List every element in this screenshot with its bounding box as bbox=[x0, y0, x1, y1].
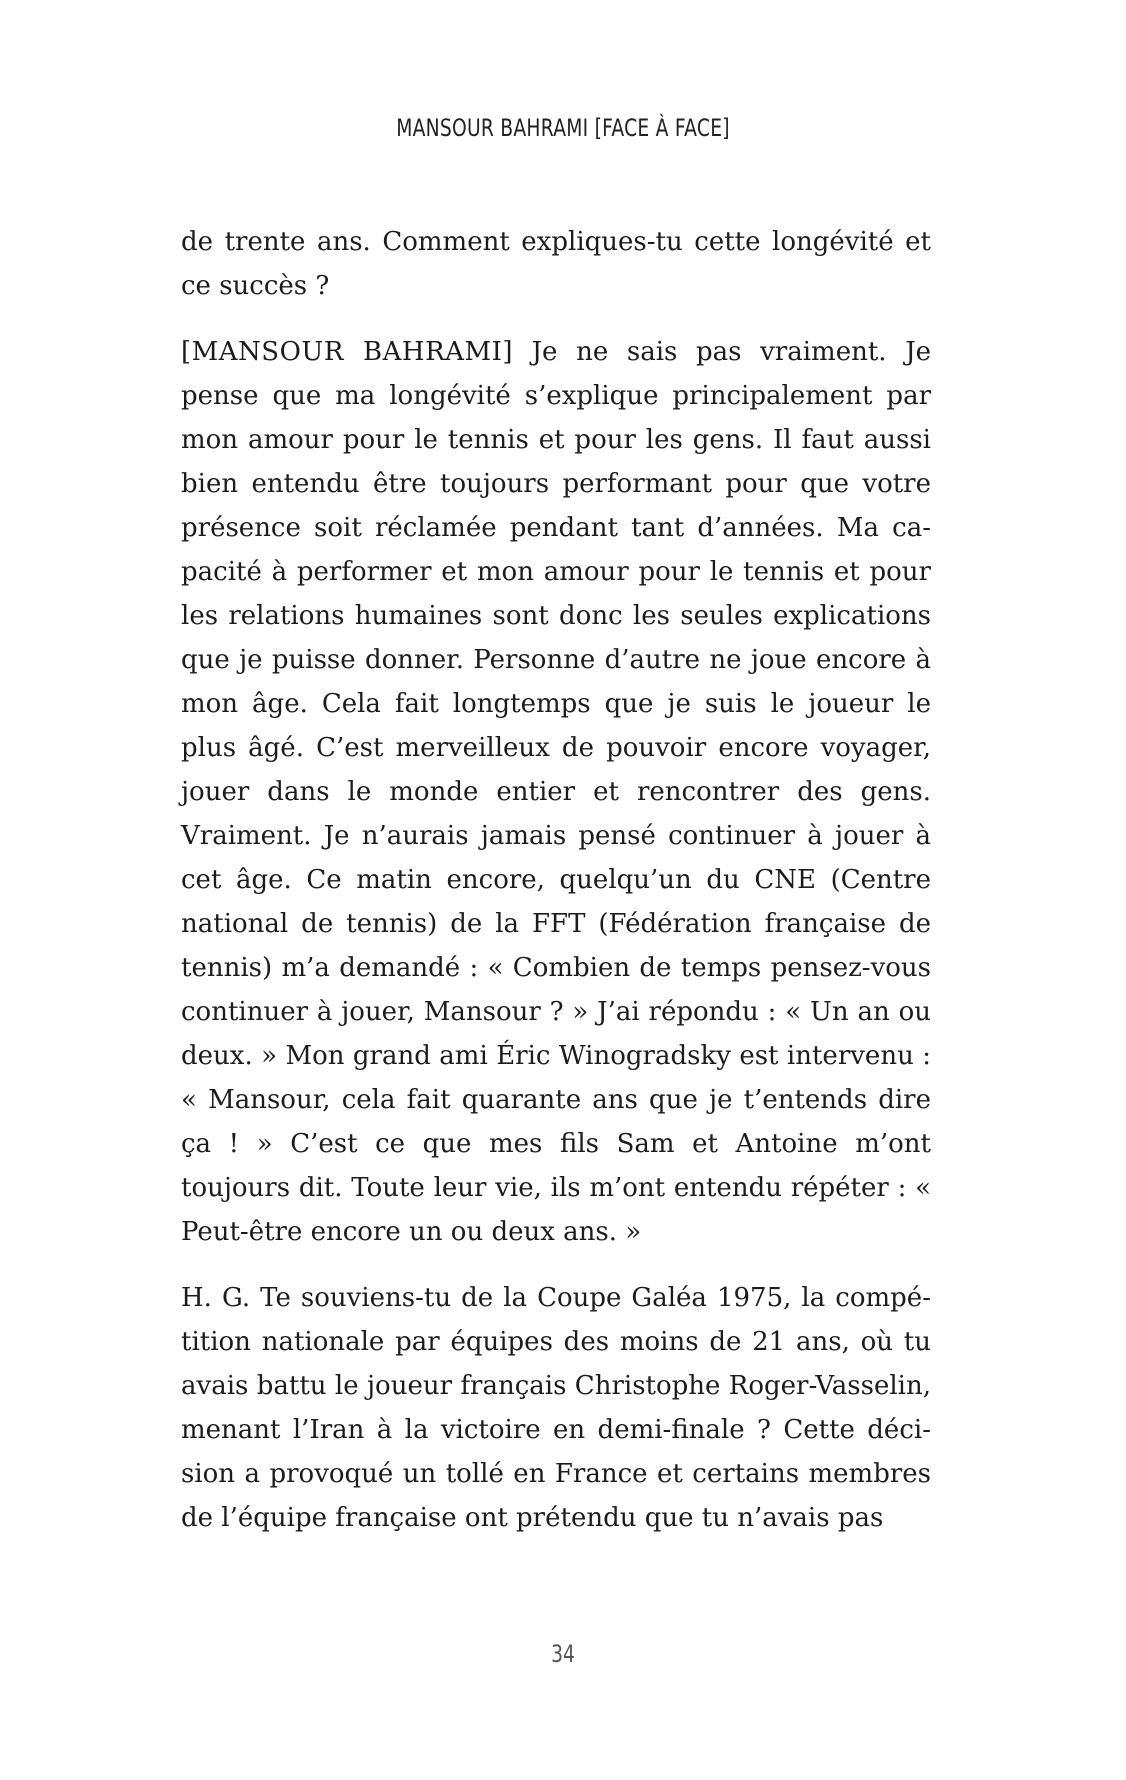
answer-text: Je ne sais pas vraiment. Je pense que ma longévité s’explique principalement par mon amour pour le tennis et pour les gens. Il faut aussi bien entendu être toujours performant pour que votre présence soit réclamée pendant tant d’années. Ma capacité à performer et mon amour pour le tennis et pour les relations humaines sont donc les seules explications que je puisse donner. Personne d’autre ne joue encore à mon âge. Cela fait longtemps que je suis le joueur le plus âgé. C’est merveilleux de pouvoir encore voyager, jouer dans le monde entier et rencontrer des gens. Vraiment. Je n’aurais jamais pensé continuer à jouer à cet âge. Ce matin encore, quelqu’un du CNE (Centre national de tennis) de la FFT (Fédération française de tennis) m’a demandé : « Combien de temps pensez-vous continuer à jouer, Mansour ? » J’ai répondu : « Un an ou deux. » Mon grand ami Éric Winogradsky est intervenu : « Mansour, cela fait quarante ans que je t’entends dire ça ! » C’est ce que mes fils Sam et Antoine m’ont toujours dit. Toute leur vie, ils m’ont entendu répéter : « Peut-être encore un ou deux ans. » bbox=[181, 337, 931, 1247]
body-text bbox=[181, 220, 931, 1562]
running-header: MANSOUR BAHRAMI [FACE À FACE] bbox=[396, 114, 730, 142]
page-number: 34 bbox=[551, 1640, 575, 1668]
paragraph-question-end: de trente ans. Comment expliques-tu cette longévité et ce succès ? bbox=[181, 227, 931, 301]
paragraph-answer bbox=[181, 330, 931, 1254]
paragraph-question: H. G. Te souviens-tu de la Coupe Galéa 1975, la compétition nationale par équipes des moins de 21 ans, où tu avais battu le joueur français Christophe Roger-Vasselin, menant l’Iran à la victoire en demi-finale ? Cette décision a provoqué un tollé en France et certains membres de l’équipe française ont prétendu que tu n’avais pas bbox=[181, 1283, 931, 1533]
speaker-label: [MANSOUR BAHRAMI] bbox=[181, 337, 513, 367]
